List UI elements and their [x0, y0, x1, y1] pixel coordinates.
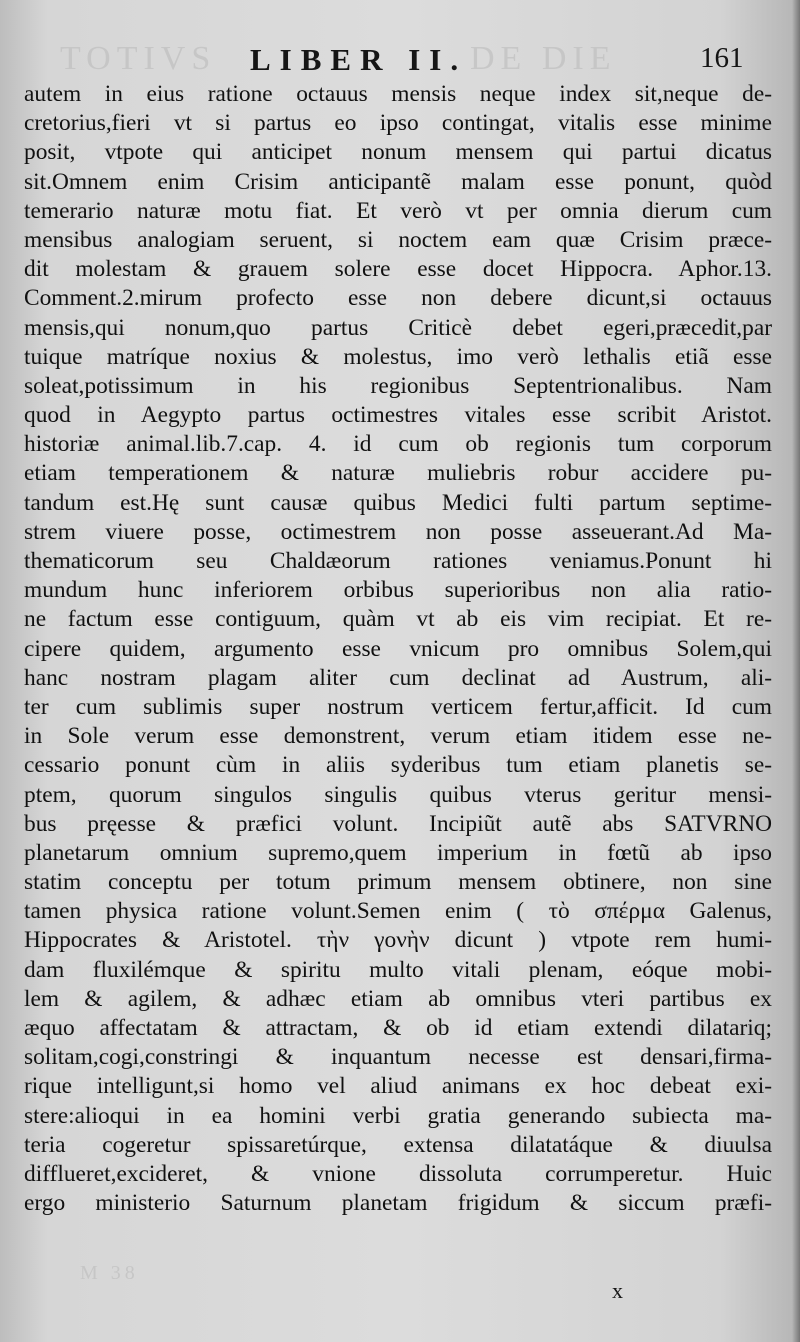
text-line: tandum est.Hę sunt causæ quibus Medici fulti partum septime-	[24, 489, 772, 516]
text-line: Comment.2.mirum profecto esse non debere dicunt,si octauus	[24, 285, 772, 312]
text-line: teria cogeretur spissaretúrque, extensa dilatatáque & diuulsa	[24, 1131, 772, 1158]
text-line: autem in eius ratione octauus mensis neque index sit,neque de-	[24, 81, 772, 107]
text-line: rique intelligunt,si homo vel aliud animans ex hoc debeat exi-	[24, 1073, 772, 1100]
text-line: Hippocrates & Aristotel. τὴν γονὴν dicunt ) vtpote rem humi-	[24, 927, 772, 954]
text-line: ptem, quorum singulos singulis quibus vterus geritur mensi-	[24, 781, 772, 808]
text-line: mundum hunc inferiorem orbibus superioribus non alia ratio-	[24, 577, 772, 604]
text-line: quod in Aegypto partus octimestres vitales esse scribit Aristot.	[24, 402, 772, 429]
text-line: tamen physica ratione volunt.Semen enim ( τὸ σπέρμα Galenus,	[24, 898, 772, 925]
text-line: mensis,qui nonum,quo partus Criticè debet egeri,præcedit,par	[24, 314, 772, 341]
text-line: statim conceptu per totum primum mensem obtinere, non sine	[24, 869, 772, 896]
text-line: bus pręesse & præfici volunt. Incipiũt autẽ abs SATVRNO	[24, 810, 772, 837]
text-line: cretorius,fieri vt si partus eo ipso contingat, vitalis esse minime	[24, 110, 772, 137]
text-line: difflueret,excideret, & vnione dissoluta corrumperetur. Huic	[24, 1160, 772, 1187]
text-line: sit.Omnem enim Crisim anticipantẽ malam esse ponunt, quòd	[24, 168, 772, 195]
text-line: cessario ponunt cùm in aliis syderibus tum etiam planetis se-	[24, 752, 772, 779]
page-edge-shadow	[792, 0, 800, 1342]
text-line: stere:alioqui in ea homini verbi gratia generando subiecta ma-	[24, 1102, 772, 1129]
text-line: hanc nostram plagam aliter cum declinat ad Austrum, ali-	[24, 664, 772, 691]
text-line: posit, vtpote qui anticipet nonum mensem qui partui dicatus	[24, 139, 772, 166]
bleed-through-ghost-text: DE DIE	[470, 40, 617, 77]
text-line: temerario naturæ motu fiat. Et verò vt per omnia dierum cum	[24, 197, 772, 224]
text-line: solitam,cogi,constringi & inquantum necesse est densari,firma-	[24, 1044, 772, 1071]
text-line: cipere quidem, argumento esse vnicum pro omnibus Solem,qui	[24, 635, 772, 662]
bleed-through-ghost-text: TOTIVS	[60, 40, 217, 77]
page-header	[0, 40, 800, 80]
text-line: historiæ animal.lib.7.cap. 4. id cum ob regionis tum corporum	[24, 431, 772, 458]
page-number: 161	[700, 42, 744, 74]
running-title: LIBER II.	[250, 42, 468, 77]
text-line: dit molestam & grauem solere esse docet Hippocra. Aphor.13.	[24, 256, 772, 283]
signature-mark: x	[612, 1278, 623, 1303]
text-line: thematicorum seu Chaldæorum rationes veniamus.Ponunt hi	[24, 548, 772, 574]
text-line: mensibus analogiam seruent, si noctem eam quæ Crisim præce-	[24, 226, 772, 253]
text-line: planetarum omnium supremo,quem imperium in fœtũ ab ipso	[24, 839, 772, 866]
text-line: ergo ministerio Saturnum planetam frigidum & siccum præfi-	[24, 1190, 772, 1217]
text-line: lem & agilem, & adhæc etiam ab omnibus vteri partibus ex	[24, 985, 772, 1012]
body-text	[24, 80, 772, 1218]
bleed-through-ghost-text: M 38	[80, 1262, 139, 1284]
text-line: æquo affectatam & attractam, & ob id etiam extendi dilatariq;	[24, 1015, 772, 1041]
text-line: tuique matríque noxius & molestus, imo verò lethalis etiã esse	[24, 343, 772, 370]
text-line: etiam temperationem & naturæ muliebris robur accidere pu-	[24, 460, 772, 487]
text-line: strem viuere posse, octimestrem non posse asseuerant.Ad Ma-	[24, 518, 772, 545]
text-line: soleat,potissimum in his regionibus Septentrionalibus. Nam	[24, 372, 772, 399]
text-line: ter cum sublimis super nostrum verticem fertur,afficit. Id cum	[24, 693, 772, 720]
text-line: ne factum esse contiguum, quàm vt ab eis vim recipiat. Et re-	[24, 606, 772, 633]
text-line: in Sole verum esse demonstrent, verum etiam itidem esse ne-	[24, 723, 772, 750]
text-line: dam fluxilémque & spiritu multo vitali plenam, eóque mobi-	[24, 956, 772, 983]
